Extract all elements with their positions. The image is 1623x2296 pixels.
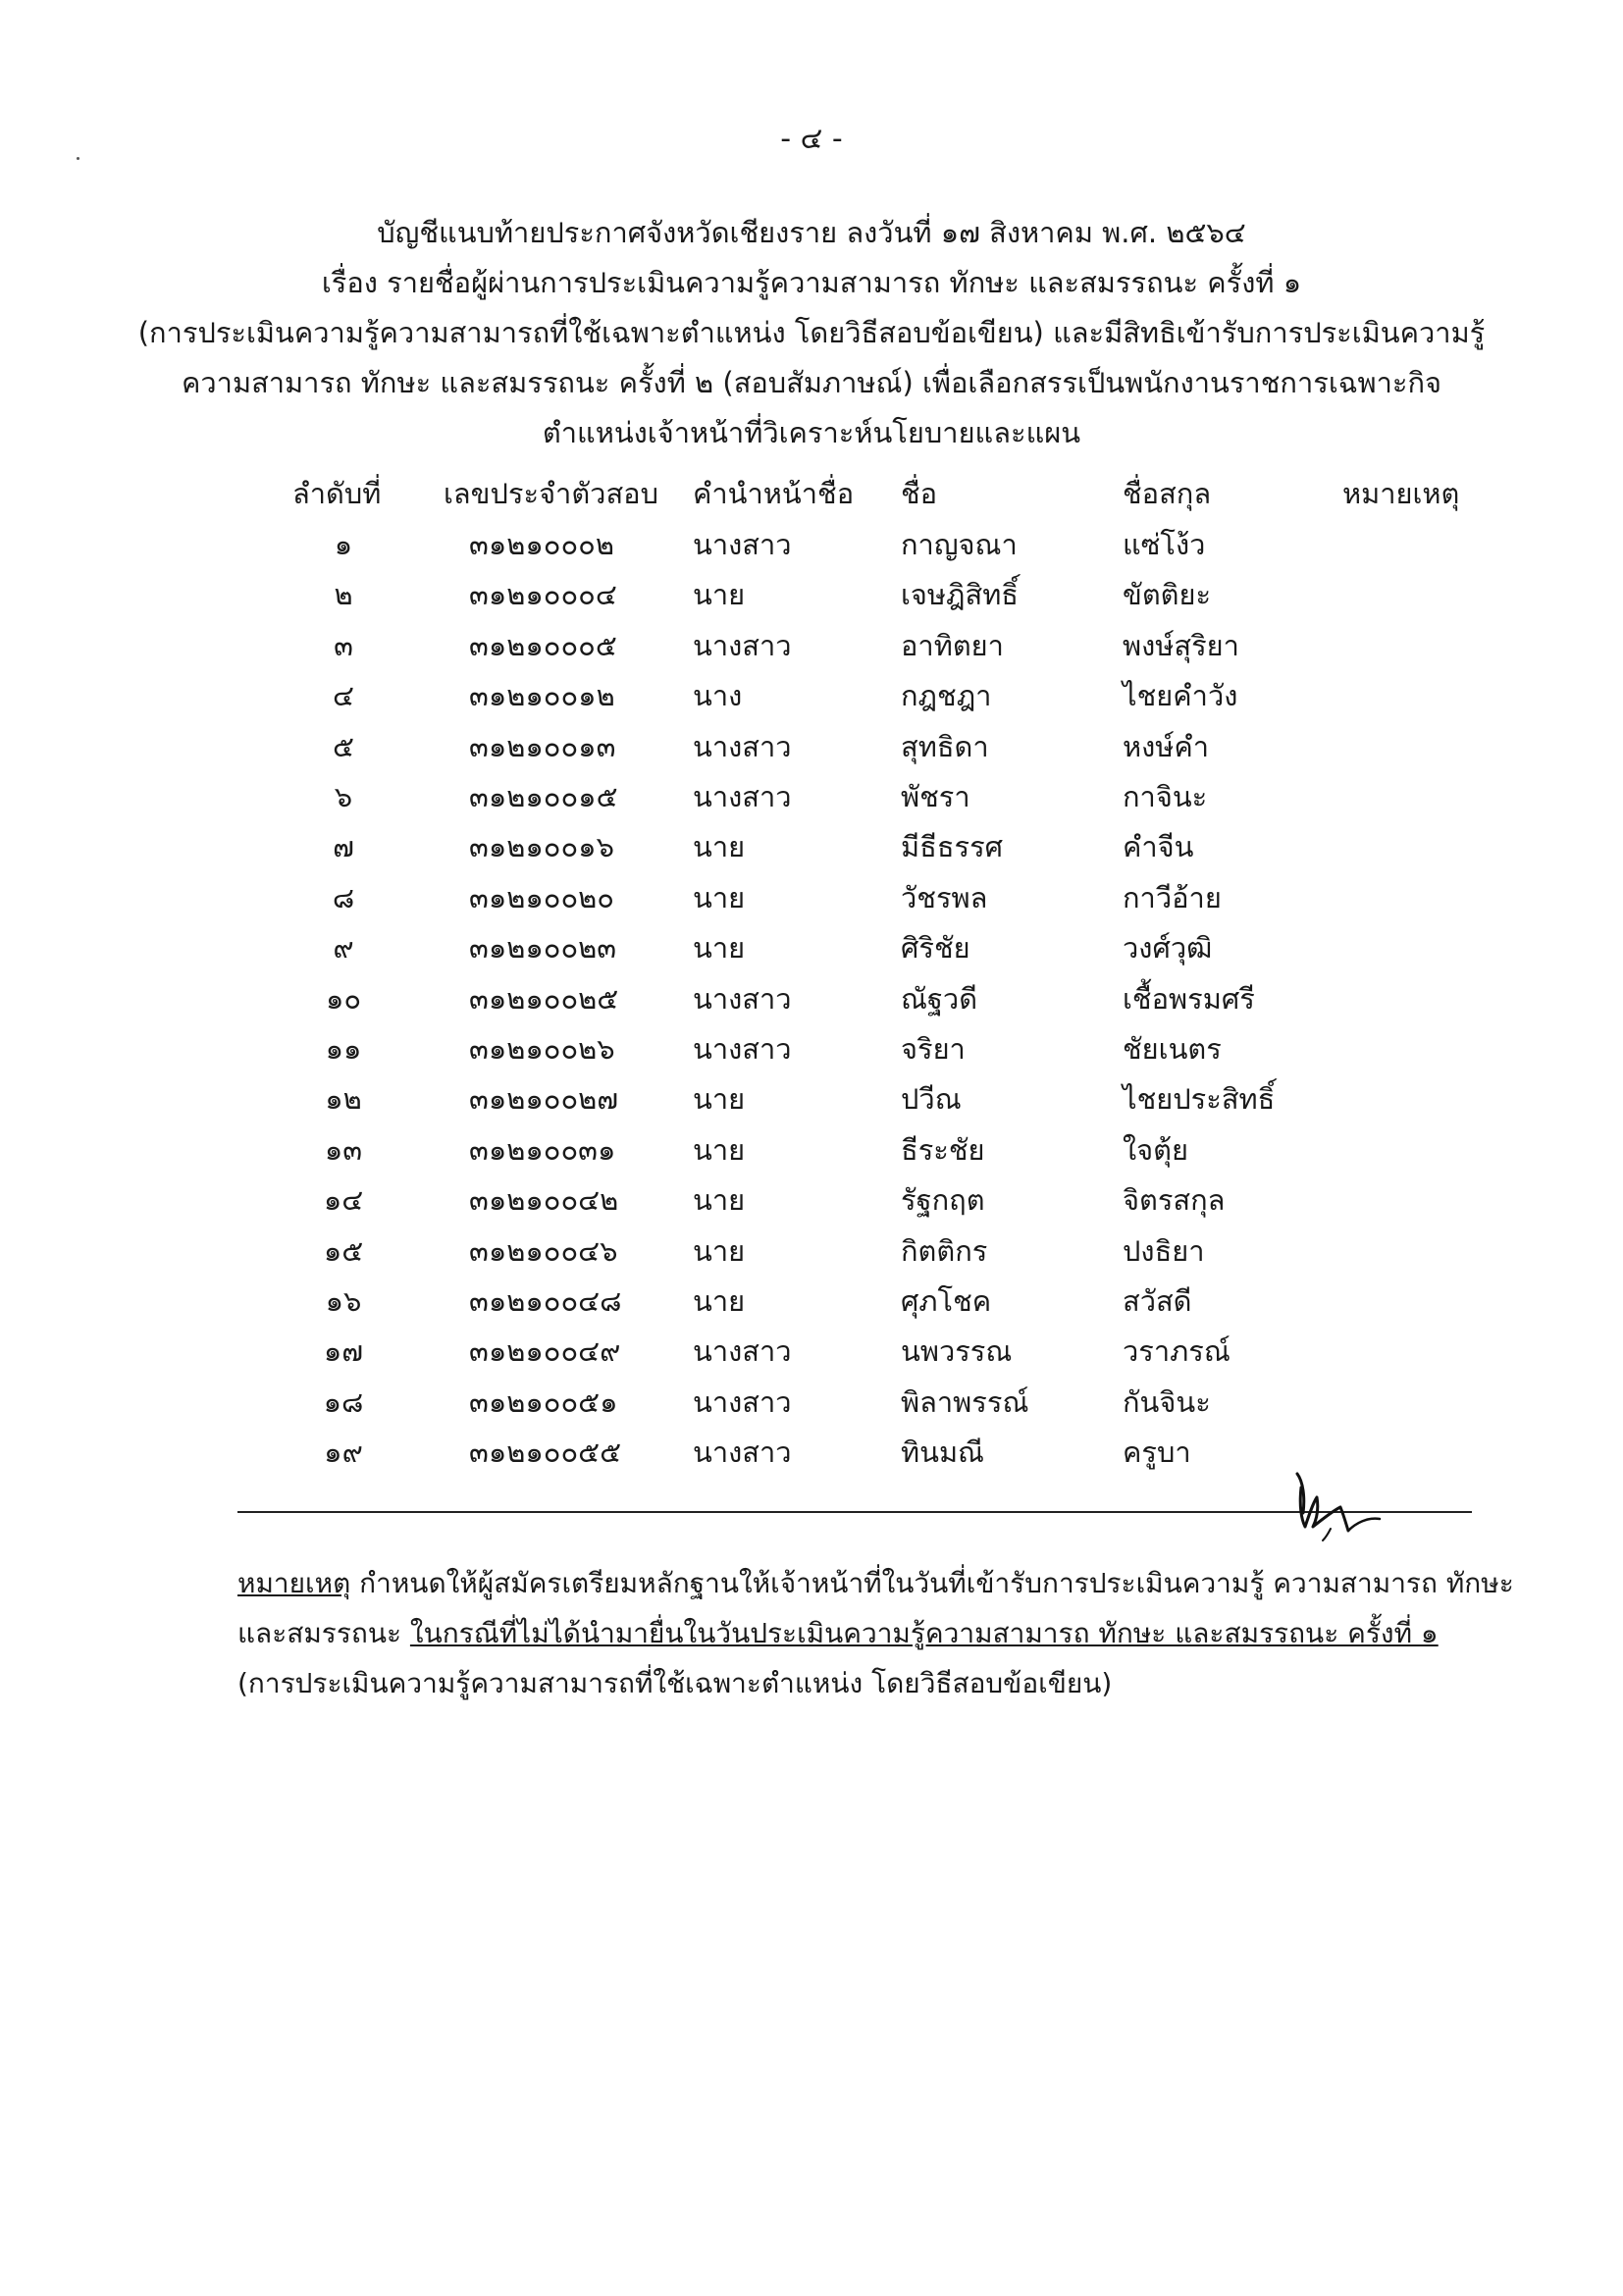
cell-no: ๔ <box>333 679 354 713</box>
cell-first-name: ธีระชัย <box>901 1132 985 1167</box>
cell-last-name: ปงธิยา <box>1123 1233 1205 1268</box>
cell-prefix: นาย <box>693 1233 746 1268</box>
header-line-2: เรื่อง รายชื่อผู้ผ่านการประเมินความรู้ความสามารถ ทักษะ และสมรรถนะ ครั้งที่ ๑ <box>321 266 1302 299</box>
footnote-text-2: และสมรรถนะ <box>237 1617 410 1649</box>
cell-no: ๕ <box>333 729 354 763</box>
cell-first-name: พัชรา <box>901 780 970 813</box>
cell-last-name: หงษ์คำ <box>1123 729 1210 763</box>
cell-prefix: นาย <box>693 1132 746 1167</box>
cell-prefix: นางสาว <box>693 729 792 763</box>
table-row <box>0 671 1623 720</box>
cell-exam-id: ๓๑๒๑๐๐๑๕ <box>469 780 618 813</box>
footnote <box>237 1558 1514 1708</box>
cell-prefix: นาย <box>693 1284 746 1318</box>
header-line-4: ความสามารถ ทักษะ และสมรรถนะ ครั้งที่ ๒ (สอบสัมภาษณ์) เพื่อเลือกสรรเป็นพนักงานราชการเฉพาะกิจ <box>181 366 1442 399</box>
table-row <box>0 520 1623 569</box>
cell-exam-id: ๓๑๒๑๐๐๐๔ <box>469 578 617 612</box>
cell-first-name: รัฐกฤต <box>901 1183 985 1218</box>
cell-first-name: จริยา <box>901 1032 966 1066</box>
cell-exam-id: ๓๑๒๑๐๐๑๒ <box>469 679 615 713</box>
cell-last-name: แซ่โง้ว <box>1123 528 1206 561</box>
cell-prefix: นาง <box>693 679 743 713</box>
cell-first-name: สุทธิดา <box>901 729 989 763</box>
cell-exam-id: ๓๑๒๑๐๐๔๙ <box>469 1334 621 1369</box>
cell-exam-id: ๓๑๒๑๐๐๕๕ <box>469 1435 622 1470</box>
cell-first-name: นพวรรณ <box>901 1334 1013 1369</box>
table-header <box>0 469 1623 518</box>
cell-prefix: นาย <box>693 880 746 914</box>
cell-exam-id: ๓๑๒๑๐๐๒๐ <box>469 880 614 914</box>
cell-no: ๑๑ <box>325 1032 362 1066</box>
table-row <box>0 722 1623 771</box>
handwritten-signature-icon <box>1283 1458 1391 1546</box>
cell-last-name: วงศ์วุฒิ <box>1123 931 1213 965</box>
cell-last-name: พงษ์สุริยา <box>1123 628 1239 662</box>
cell-last-name: คำจีน <box>1123 830 1194 864</box>
header-line-5: ตำแหน่งเจ้าหน้าที่วิเคราะห์นโยบายและแผน <box>542 416 1081 449</box>
cell-prefix: นางสาว <box>693 1435 792 1470</box>
cell-exam-id: ๓๑๒๑๐๐๑๖ <box>469 830 614 864</box>
table-row <box>0 1327 1623 1376</box>
footnote-underlined-text: ในกรณีที่ไม่ได้นำมายื่นในวันประเมินความรู้ความสามารถ ทักษะ และสมรรถนะ ครั้งที่ ๑ <box>409 1617 1439 1649</box>
cell-prefix: นางสาว <box>693 1384 792 1419</box>
cell-exam-id: ๓๑๒๑๐๐๔๘ <box>469 1284 622 1318</box>
cell-no: ๑๘ <box>323 1384 364 1419</box>
cell-prefix: นางสาว <box>693 1032 792 1066</box>
cell-last-name: จิตรสกุล <box>1123 1183 1226 1218</box>
footnote-line-3: (การประเมินความรู้ความสามารถที่ใช้เฉพาะตำแหน่ง โดยวิธีสอบข้อเขียน) <box>237 1667 1113 1699</box>
cell-last-name: เชื้อพรมศรี <box>1123 981 1255 1016</box>
table-row <box>0 772 1623 821</box>
cell-first-name: เจษฎิสิทธิ์ <box>901 578 1020 612</box>
table-row <box>0 1175 1623 1225</box>
cell-last-name: สวัสดี <box>1123 1284 1192 1318</box>
cell-first-name: ศุภโชค <box>901 1284 992 1318</box>
header-line-3: (การประเมินความรู้ความสามารถที่ใช้เฉพาะตำแหน่ง โดยวิธีสอบข้อเขียน) และมีสิทธิเข้ารับการประเมินความรู้ <box>137 316 1486 349</box>
column-header-remark: หมายเหตุ <box>1342 477 1460 510</box>
cell-no: ๙ <box>333 931 354 965</box>
cell-exam-id: ๓๑๒๑๐๐๑๓ <box>469 729 616 763</box>
header-line-1: บัญชีแนบท้ายประกาศจังหวัดเชียงราย ลงวันที่ ๑๗ สิงหาคม พ.ศ. ๒๕๖๔ <box>377 216 1246 249</box>
cell-exam-id: ๓๑๒๑๐๐๒๗ <box>469 1082 619 1117</box>
page-number: - ๔ - <box>780 122 843 156</box>
column-header-first-name: ชื่อ <box>901 477 938 510</box>
cell-last-name: ใจตุ้ย <box>1123 1132 1188 1167</box>
cell-first-name: วัชรพล <box>901 880 988 914</box>
cell-no: ๑๓ <box>324 1132 363 1167</box>
cell-prefix: นางสาว <box>693 780 792 813</box>
table-row <box>0 974 1623 1023</box>
cell-prefix: นาย <box>693 830 746 864</box>
cell-first-name: มีธีธรรศ <box>901 830 1004 864</box>
cell-prefix: นางสาว <box>693 528 792 561</box>
cell-no: ๑๙ <box>324 1435 363 1470</box>
cell-last-name: กันจินะ <box>1123 1384 1211 1419</box>
cell-exam-id: ๓๑๒๑๐๐๓๑ <box>469 1132 616 1167</box>
cell-exam-id: ๓๑๒๑๐๐๐๕ <box>469 628 617 662</box>
table-row <box>0 822 1623 871</box>
cell-last-name: กาวีอ้าย <box>1123 880 1222 914</box>
cell-prefix: นาย <box>693 931 746 965</box>
column-header-prefix: คำนำหน้าชื่อ <box>693 477 855 510</box>
cell-exam-id: ๓๑๒๑๐๐๒๓ <box>469 931 617 965</box>
footnote-text-1: กำหนดให้ผู้สมัครเตรียมหลักฐานให้เจ้าหน้าที่ในวันที่เข้ารับการประเมินความรู้ ความสามารถ ทักษะ <box>350 1567 1514 1599</box>
table-row <box>0 621 1623 670</box>
cell-prefix: นางสาว <box>693 628 792 662</box>
cell-first-name: อาทิตยา <box>901 628 1004 662</box>
cell-no: ๑๗ <box>323 1334 364 1369</box>
cell-prefix: นางสาว <box>693 1334 792 1369</box>
table-row <box>0 1024 1623 1073</box>
footnote-line-2 <box>237 1608 1503 1658</box>
cell-exam-id: ๓๑๒๑๐๐๕๑ <box>469 1384 618 1419</box>
cell-first-name: พิลาพรรณ์ <box>901 1384 1029 1419</box>
cell-no: ๓ <box>334 628 353 662</box>
table-row <box>0 873 1623 922</box>
cell-no: ๗ <box>333 830 354 864</box>
cell-exam-id: ๓๑๒๑๐๐๒๖ <box>469 1032 615 1066</box>
cell-first-name: กิตติกร <box>901 1233 988 1268</box>
table-row <box>0 1378 1623 1427</box>
table-row <box>0 923 1623 972</box>
cell-no: ๑๔ <box>323 1183 364 1218</box>
table-row <box>0 1074 1623 1123</box>
cell-exam-id: ๓๑๒๑๐๐๔๒ <box>469 1183 619 1218</box>
cell-no: ๘ <box>332 880 355 914</box>
cell-no: ๑๒ <box>325 1082 362 1117</box>
cell-exam-id: ๓๑๒๑๐๐๐๒ <box>469 528 614 561</box>
cell-first-name: ณัฐวดี <box>901 981 978 1016</box>
cell-last-name: ไชยคำวัง <box>1123 679 1238 713</box>
table-row <box>0 1226 1623 1276</box>
column-header-exam-id: เลขประจำตัวสอบ <box>444 477 658 510</box>
cell-last-name: ไชยประสิทธิ์ <box>1123 1082 1276 1117</box>
cell-no: ๒ <box>334 578 353 612</box>
cell-no: ๑๕ <box>323 1233 364 1268</box>
footnote-line-1 <box>237 1558 1514 1608</box>
footnote-label: หมายเหตุ <box>237 1567 351 1599</box>
cell-prefix: นาย <box>693 1082 746 1117</box>
cell-first-name: ทินมณี <box>901 1435 984 1470</box>
cell-exam-id: ๓๑๒๑๐๐๔๖ <box>469 1233 618 1268</box>
cell-prefix: นาย <box>693 1183 746 1218</box>
cell-first-name: ปวีณ <box>901 1082 962 1117</box>
cell-no: ๑ <box>334 528 353 561</box>
cell-last-name: กาจินะ <box>1123 780 1208 813</box>
cell-last-name: วราภรณ์ <box>1123 1334 1230 1369</box>
cell-no: ๖ <box>334 780 353 813</box>
cell-last-name: ครูบา <box>1123 1435 1191 1470</box>
cell-no: ๑๐ <box>325 981 362 1016</box>
table-row <box>0 1277 1623 1326</box>
column-header-last-name: ชื่อสกุล <box>1123 477 1212 510</box>
document-header <box>0 208 1623 458</box>
cell-prefix: นางสาว <box>693 981 792 1016</box>
cell-last-name: ขัตติยะ <box>1123 578 1212 612</box>
cell-exam-id: ๓๑๒๑๐๐๒๕ <box>469 981 619 1016</box>
table-row <box>0 570 1623 619</box>
cell-first-name: ศิริชัย <box>901 931 970 965</box>
column-header-no: ลำดับที่ <box>292 477 382 510</box>
cell-first-name: กฎชฎา <box>901 679 992 713</box>
cell-no: ๑๖ <box>325 1284 362 1318</box>
table-row <box>0 1125 1623 1174</box>
cell-last-name: ชัยเนตร <box>1123 1032 1222 1066</box>
cell-first-name: กาญจณา <box>901 528 1018 561</box>
cell-prefix: นาย <box>693 578 746 612</box>
